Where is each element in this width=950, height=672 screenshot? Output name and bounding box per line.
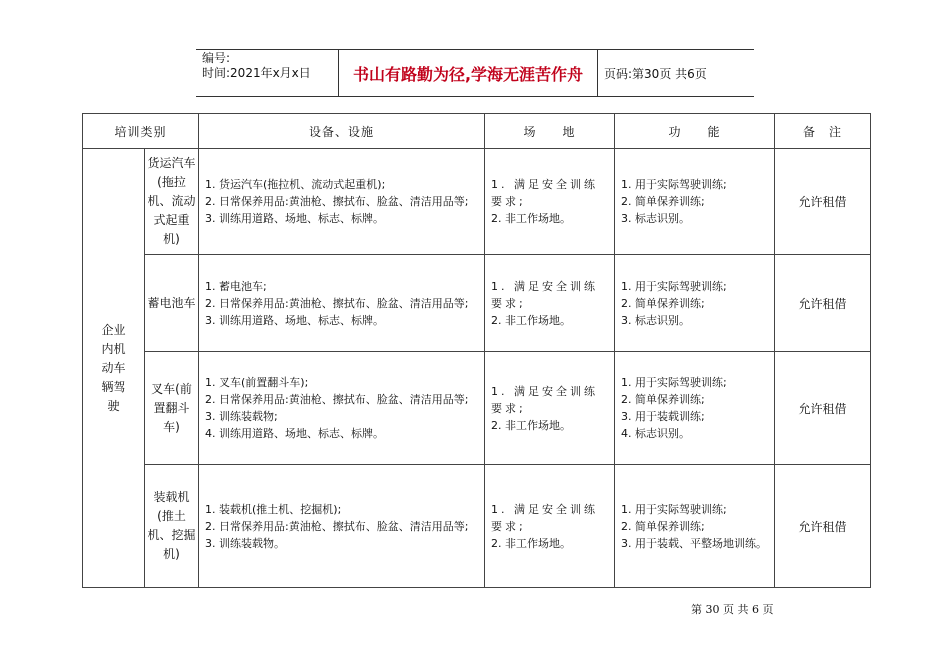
equipment-cell: [199, 149, 485, 255]
header-equipment: 设备、设施: [199, 114, 485, 149]
table-row: [83, 352, 871, 465]
site-item: 1. 满足安全训练要求;: [491, 384, 599, 415]
site-item: 1. 满足安全训练要求;: [491, 178, 599, 208]
table-row: [83, 149, 871, 255]
equipment-item: 4. 训练用道路、场地、标志、标牌。: [205, 427, 385, 440]
function-cell: [615, 352, 775, 465]
site-item: 2. 非工作场地。: [491, 313, 572, 327]
table-row: [83, 465, 871, 588]
header-meta: [196, 50, 339, 96]
equipment-item: 2. 日常保养用品:黄油枪、擦拭布、脸盆、清洁用品等;: [205, 195, 469, 208]
site-item: 1. 满足安全训练要求;: [491, 502, 599, 533]
vehicle-type-cell: [145, 465, 199, 588]
site-cell: [485, 352, 615, 465]
page-footer: 第 30 页 共 6 页: [691, 603, 774, 616]
function-item: 1. 用于实际驾驶训练;: [621, 279, 727, 293]
site-cell: [485, 465, 615, 588]
vehicle-type-cell: [145, 255, 199, 352]
vehicle-type-label: 货运汽车(拖拉机、流动式起重机): [147, 156, 196, 246]
page-header: [196, 49, 754, 97]
vehicle-type-cell: [145, 149, 199, 255]
vehicle-type-label: 叉车(前置翻斗车): [151, 381, 192, 434]
equipment-item: 3. 训练装载物。: [205, 536, 286, 550]
function-item: 2. 简单保养训练;: [621, 195, 705, 208]
equipment-item: 1. 装载机(推土机、挖掘机);: [205, 502, 342, 516]
function-item: 1. 用于实际驾驶训练;: [621, 502, 727, 516]
note-cell: 允许租借: [775, 255, 871, 352]
equipment-item: 1. 货运汽车(拖拉机、流动式起重机);: [205, 178, 386, 191]
note-cell: 允许租借: [775, 352, 871, 465]
function-item: 3. 标志识别。: [621, 313, 691, 327]
header-function: 功 能: [615, 114, 775, 149]
table-header-row: [83, 114, 871, 149]
equipment-item: 3. 训练装载物;: [205, 410, 278, 423]
function-item: 3. 用于装载训练;: [621, 410, 705, 423]
function-item: 2. 简单保养训练;: [621, 296, 705, 310]
site-item: 1. 满足安全训练要求;: [491, 279, 599, 310]
vehicle-type-label: 蓄电池车: [147, 295, 196, 310]
table-row: [83, 255, 871, 352]
equipment-item: 2. 日常保养用品:黄油枪、擦拭布、脸盆、清洁用品等;: [205, 296, 469, 310]
equipment-cell: [199, 352, 485, 465]
function-cell: [615, 255, 775, 352]
vehicle-type-cell: [145, 352, 199, 465]
category-cell: [83, 149, 145, 588]
training-table: [82, 113, 871, 588]
header-time: 时间:2021年x月x日: [202, 66, 311, 80]
site-item: 2. 非工作场地。: [491, 418, 572, 432]
equipment-item: 2. 日常保养用品:黄油枪、擦拭布、脸盆、清洁用品等;: [205, 519, 469, 533]
header-note: 备 注: [775, 114, 871, 149]
function-item: 1. 用于实际驾驶训练;: [621, 178, 727, 191]
function-item: 2. 简单保养训练;: [621, 519, 705, 533]
function-cell: [615, 465, 775, 588]
header-number: 编号:: [202, 51, 231, 65]
vehicle-type-label: 装载机(推土机、挖掘机): [147, 490, 196, 561]
equipment-item: 2. 日常保养用品:黄油枪、擦拭布、脸盆、清洁用品等;: [205, 393, 469, 406]
function-item: 2. 简单保养训练;: [621, 393, 705, 406]
equipment-cell: [199, 255, 485, 352]
function-item: 3. 标志识别。: [621, 212, 691, 225]
function-item: 3. 用于装载、平整场地训练。: [621, 536, 768, 550]
category-label: 企业内机动车辆驾驶: [101, 322, 126, 413]
site-cell: [485, 149, 615, 255]
note-cell: 允许租借: [775, 465, 871, 588]
header-category: 培训类别: [83, 114, 199, 149]
header-motto: 书山有路勤为径,学海无涯苦作舟: [339, 50, 598, 96]
equipment-item: 3. 训练用道路、场地、标志、标牌。: [205, 313, 385, 327]
equipment-cell: [199, 465, 485, 588]
site-cell: [485, 255, 615, 352]
header-site: 场 地: [485, 114, 615, 149]
note-cell: 允许租借: [775, 149, 871, 255]
function-cell: [615, 149, 775, 255]
equipment-item: 3. 训练用道路、场地、标志、标牌。: [205, 212, 385, 225]
equipment-item: 1. 蓄电池车;: [205, 279, 267, 293]
site-item: 2. 非工作场地。: [491, 536, 572, 550]
site-item: 2. 非工作场地。: [491, 212, 572, 225]
function-item: 4. 标志识别。: [621, 427, 691, 440]
header-page: 页码:第30页 共6页: [604, 66, 707, 81]
equipment-item: 1. 叉车(前置翻斗车);: [205, 376, 309, 389]
function-item: 1. 用于实际驾驶训练;: [621, 376, 727, 389]
